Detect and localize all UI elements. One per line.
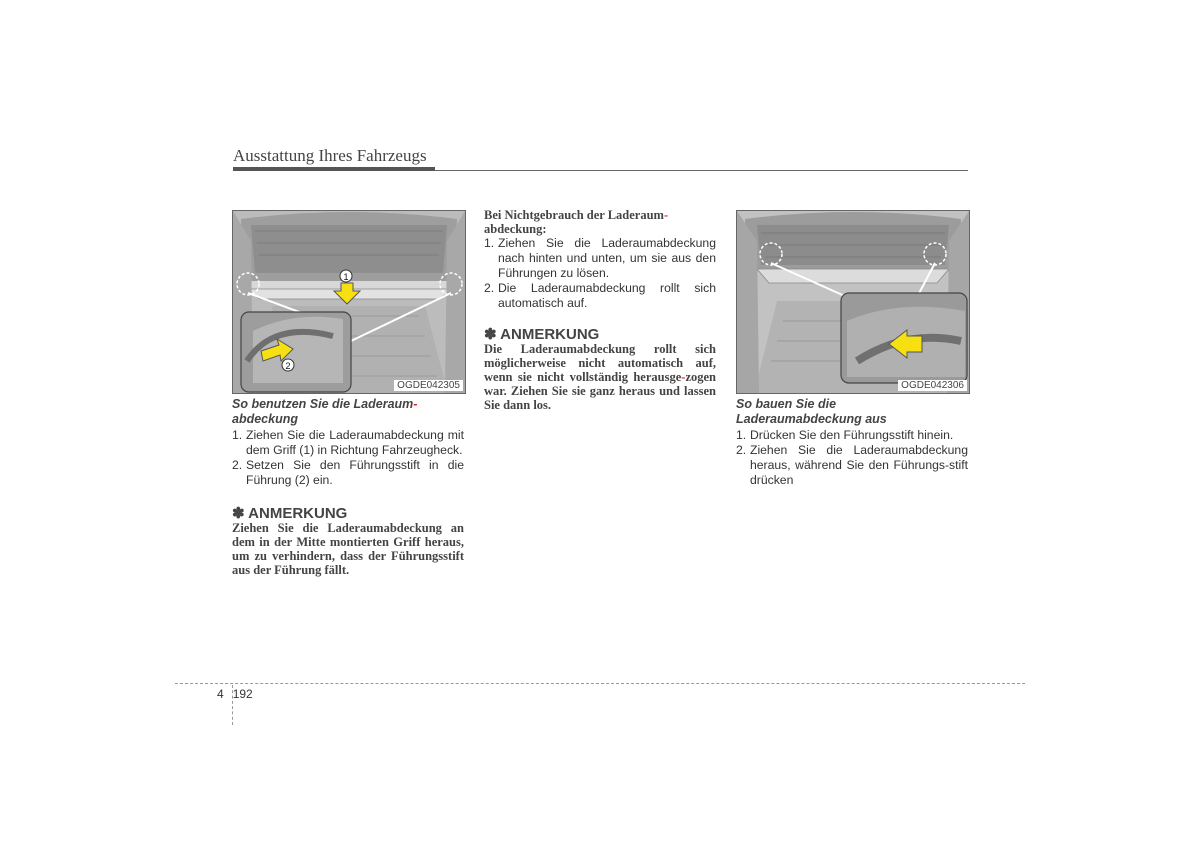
- left-column: [232, 397, 464, 577]
- cargo-area-illustration: [737, 211, 969, 393]
- subheading: So benutzen Sie die Laderaum- abdeckung: [232, 397, 418, 426]
- header-rule-thin: [435, 170, 968, 171]
- list-item: 2. Setzen Sie den Führungsstift in die Führung (2) ein.: [232, 458, 464, 487]
- list-item: 1. Ziehen Sie die Laderaumabdeckung nach hinten und unten, um sie aus den Führungen zu lösen.: [484, 236, 716, 280]
- list-item: 2. Ziehen Sie die Laderaumabdeckung heraus, während Sie den Führungs-stift drücken: [736, 443, 968, 487]
- right-column: [736, 397, 968, 488]
- note-heading: ✽ ANMERKUNG: [484, 326, 600, 343]
- footer-divider: [175, 683, 1025, 684]
- note-heading: ✽ ANMERKUNG: [232, 505, 348, 522]
- section-title: Ausstattung Ihres Fahrzeugs: [233, 146, 427, 165]
- middle-column: [484, 208, 716, 412]
- note-text: Die Laderaumabdeckung rollt sich möglicherweise nicht automatisch auf, wenn sie nicht vollständig herausge-zogen war. Ziehen Sie sie ganz heraus und lassen Sie dann los.: [484, 342, 716, 412]
- callout-2: 2: [285, 361, 291, 371]
- figure-code: OGDE042306: [898, 380, 967, 391]
- callout-1: 1: [343, 272, 349, 282]
- note-text: Ziehen Sie die Laderaumabdeckung an dem in der Mitte montierten Griff heraus, um zu verhindern, dass der Führungsstift aus der Führung fällt.: [232, 521, 464, 577]
- subheading: Bei Nichtgebrauch der Laderaum- abdeckung:: [484, 208, 669, 236]
- list-item: 1. Ziehen Sie die Laderaumabdeckung mit dem Griff (1) in Richtung Fahrzeugheck.: [232, 428, 464, 457]
- list-item: 2. Die Laderaumabdeckung rollt sich automatisch auf.: [484, 281, 716, 310]
- page-number: 4 192: [217, 687, 253, 701]
- figure-code: OGDE042305: [394, 380, 463, 391]
- subheading: So bauen Sie die Laderaumabdeckung aus: [736, 397, 887, 426]
- cargo-area-illustration: [233, 211, 465, 393]
- figure-cargo-cover-use: [232, 210, 466, 394]
- figure-cargo-cover-removal: [736, 210, 970, 394]
- header-rule-thick: [233, 167, 435, 171]
- list-item: 1. Drücken Sie den Führungsstift hinein.: [736, 428, 954, 442]
